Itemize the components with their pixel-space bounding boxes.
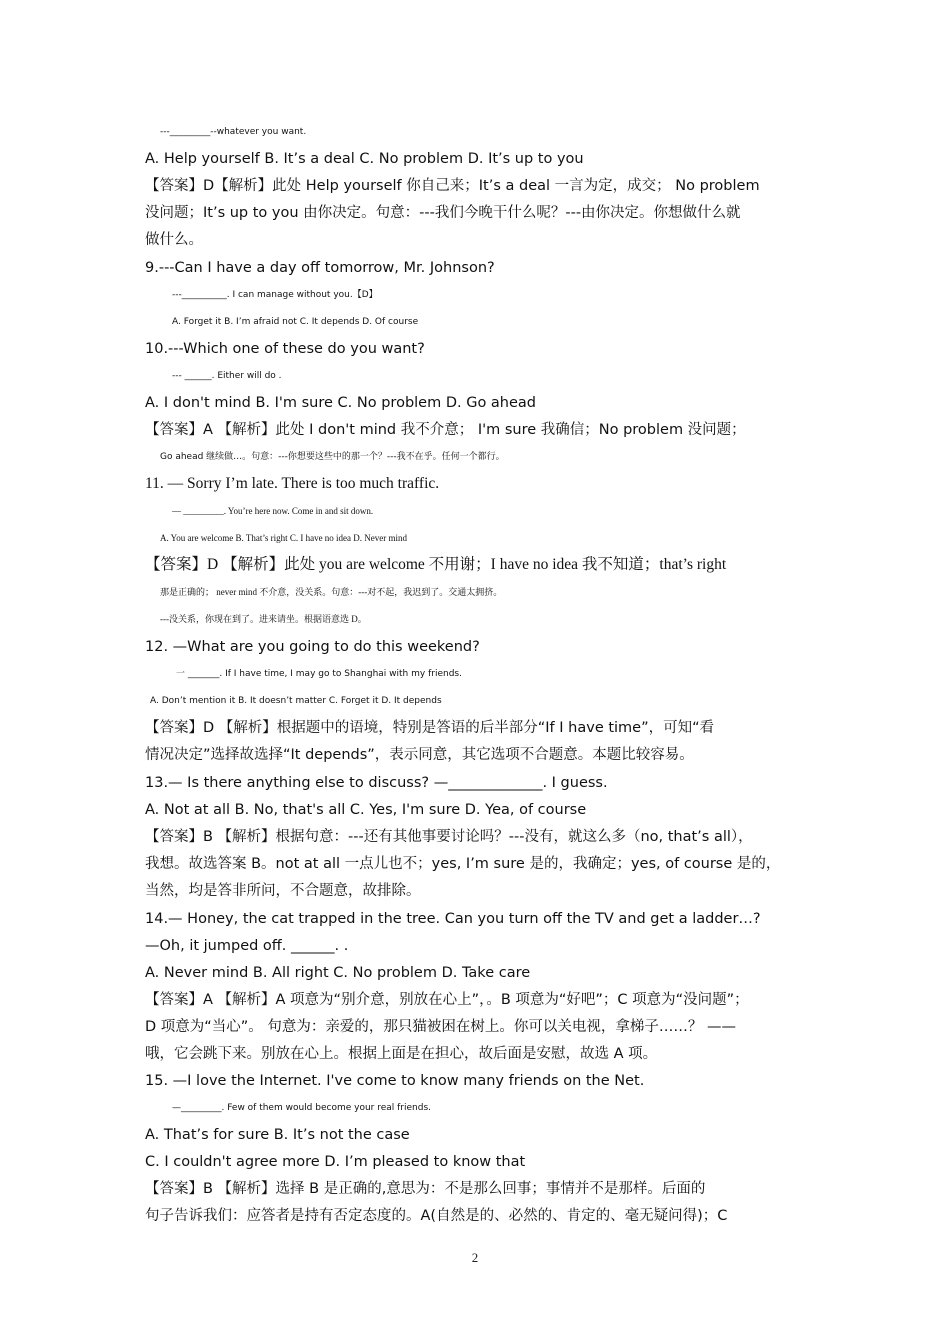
- q8-options: A. Help yourself B. It’s a deal C. No problem D. It’s up to you: [145, 151, 584, 167]
- q11-answer-line: — _________. You’re here now. Come in and sit down.: [172, 506, 374, 516]
- q14-question: 14.— Honey, the cat trapped in the tree. Can you turn off the TV and get a ladder…?: [145, 911, 761, 927]
- q11-explanation: 那是正确的； never mind 不介意，没关系。句意：---对不起，我迟到了。交通太拥挤。: [160, 587, 503, 597]
- q14-explanation: 哦，它会跳下来。别放在心上。根据上面是在担心，故后面是安慰，故选 A 项。: [145, 1046, 658, 1062]
- q8-explanation: 【答案】D【解析】此处 Help yourself 你自己来；It’s a deal 一言为定，成交； No problem: [145, 178, 760, 194]
- q13-explanation: 【答案】B 【解析】根据句意：---还有其他事要讨论吗？---没有，就这么多（no, that’s all），: [145, 829, 753, 845]
- q13-options: A. Not at all B. No, that's all C. Yes, I'm sure D. Yea, of course: [145, 802, 587, 818]
- q12-options: A. Don’t mention it B. It doesn’t matter C. Forget it D. It depends: [150, 696, 442, 706]
- q12-answer-line: 一 _______. If I have time, I may go to Shanghai with my friends.: [176, 669, 462, 679]
- q10-options: A. I don't mind B. I'm sure C. No problem D. Go ahead: [145, 395, 537, 411]
- q10-explanation: 【答案】A 【解析】此处 I don't mind 我不介意； I'm sure 我确信；No problem 没问题；: [145, 422, 746, 438]
- q12-question: 12. —What are you going to do this weekend?: [145, 639, 480, 655]
- q9-answer-line: ---__________. I can manage without you.【D】: [172, 290, 378, 300]
- q10-explanation: Go ahead 继续做…。句意：---你想要这些中的那一个？---我不在乎。任何一个都行。: [160, 452, 505, 462]
- q9-options: A. Forget it B. I’m afraid not C. It depends D. Of course: [172, 317, 419, 327]
- q14-explanation: 【答案】A 【解析】A 项意为“别介意，别放在心上”，。B 项意为“好吧”；C 项意为“没问题”；: [145, 992, 749, 1008]
- q10-answer-line: --- ______. Either will do .: [172, 371, 282, 381]
- q9-question: 9.---Can I have a day off tomorrow, Mr. Johnson?: [145, 260, 495, 276]
- q14-explanation: D 项意为“当心”。 句意为：亲爱的，那只猫被困在树上。你可以关电视，拿梯子……？ ——: [145, 1019, 737, 1035]
- q8-answer-line: ---_________--whatever you want.: [160, 127, 307, 137]
- q14-options: A. Never mind B. All right C. No problem D. Take care: [145, 965, 531, 981]
- q15-options: C. I couldn't agree more D. I’m pleased to know that: [145, 1154, 526, 1170]
- q11-question: 11. — Sorry I’m late. There is too much traffic.: [145, 475, 440, 492]
- q11-explanation: 【答案】D 【解析】此处 you are welcome 不用谢；I have no idea 我不知道；that’s right: [145, 556, 727, 573]
- q8-explanation: 没问题；It’s up to you 由你决定。句意：---我们今晚干什么呢？---由你决定。你想做什么就: [145, 205, 741, 221]
- q12-explanation: 情况决定”选择故选择“It depends”，表示同意，其它选项不合题意。本题比较容易。: [145, 747, 694, 763]
- q8-explanation: 做什么。: [145, 232, 203, 248]
- q15-options: A. That’s for sure B. It’s not the case: [145, 1127, 410, 1143]
- q13-explanation: 当然，均是答非所问，不合题意，故排除。: [145, 883, 421, 899]
- q15-question: 15. —I love the Internet. I've come to know many friends on the Net.: [145, 1073, 645, 1089]
- q12-explanation: 【答案】D 【解析】根据题中的语境，特别是答语的后半部分“If I have time”，可知“看: [145, 720, 715, 736]
- page-number: 2: [471, 1250, 479, 1265]
- q10-question: 10.---Which one of these do you want?: [145, 341, 425, 357]
- q13-question: 13.— Is there anything else to discuss? —_____________. I guess.: [145, 775, 608, 791]
- q15-answer-line: —_________. Few of them would become your real friends.: [172, 1103, 432, 1113]
- q13-explanation: 我想。故选答案 B。not at all 一点儿也不；yes, I’m sure 是的，我确定；yes, of course 是的，: [145, 856, 781, 872]
- q14-answer-line: —Oh, it jumped off. ______. .: [145, 938, 349, 954]
- q15-explanation: 【答案】B 【解析】选择 B 是正确的,意思为：不是那么回事；事情并不是那样。后面的: [145, 1181, 706, 1197]
- q11-explanation: ---没关系，你现在到了。进来请坐。根据语意选 D。: [160, 614, 367, 624]
- q15-explanation: 句子告诉我们：应答者是持有否定态度的。A(自然是的、必然的、肯定的、毫无疑问得)；C: [145, 1208, 728, 1224]
- q11-options: A. You are welcome B. That’s right C. I have no idea D. Never mind: [160, 533, 408, 543]
